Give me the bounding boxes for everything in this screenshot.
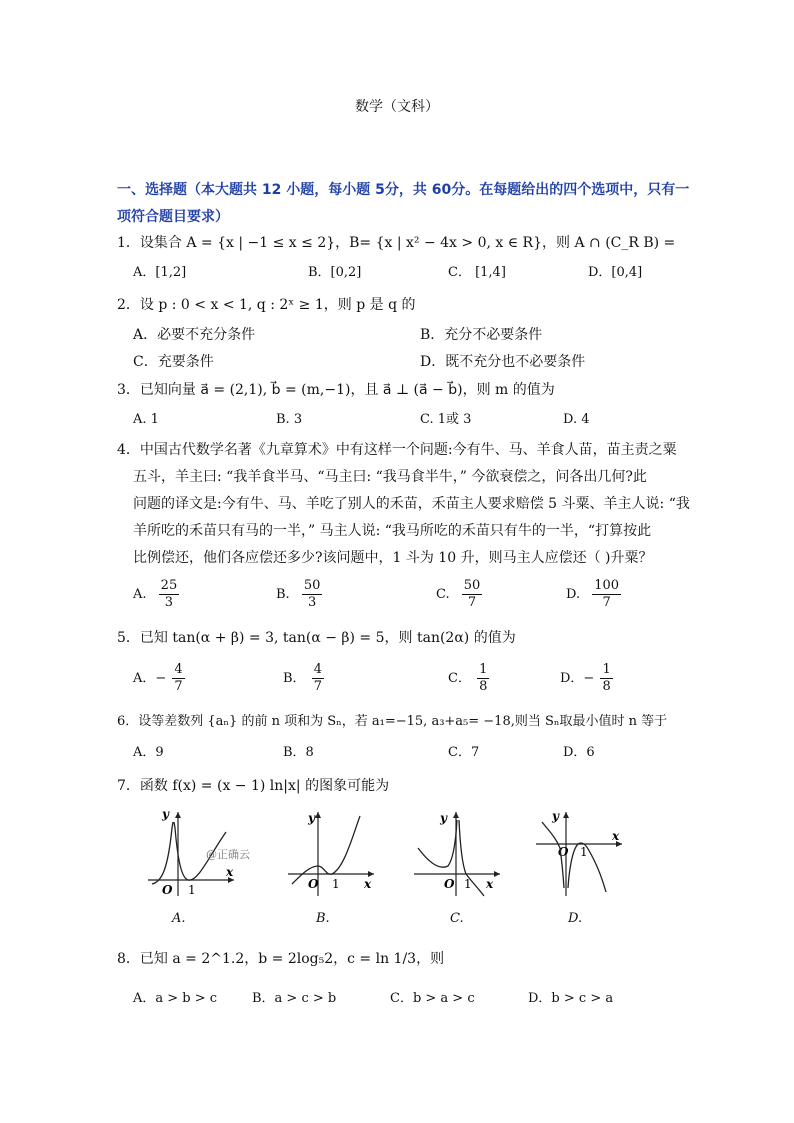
q4-option-a: A. $\frac{25}{3}$	[133, 578, 178, 610]
svg-text:1: 1	[464, 877, 472, 891]
svg-text:x: x	[364, 877, 372, 891]
svg-text:O: O	[444, 877, 455, 891]
question-5-stem: 5．已知 tan(α + β) = 3, tan(α − β) = 5，则 tan(2α) 的值为	[117, 630, 516, 646]
question-4-line4: 羊所吃的禾苗只有马的一半，” 马主人说: “我马所吃的禾苗只有牛的一半，“打算按此	[133, 523, 652, 539]
question-7-stem: 7．函数 f(x) = (x − 1) ln|x| 的图象可能为	[117, 778, 390, 794]
q8-option-b: B．a > c > b	[252, 991, 337, 1006]
graph-d	[536, 808, 626, 898]
question-2-stem: 2．设 p : 0 < x < 1, q : 2ˣ ≥ 1，则 p 是 q 的	[117, 297, 416, 313]
q8-option-d: D．b > c > a	[528, 991, 614, 1006]
graph-c	[414, 808, 504, 898]
question-4-line2: 五斗，羊主曰: “我羊食半马、“马主曰: “我马食半牛，” 今欲衰偿之，问各出几何?此	[133, 469, 647, 485]
q6-option-c: C．7	[448, 745, 480, 760]
q1-option-d: D．[0,4]	[588, 265, 643, 280]
q3-option-a: A. 1	[133, 412, 159, 427]
q2-option-d: D．既不充分也不必要条件	[420, 354, 586, 370]
svg-text:1: 1	[188, 883, 196, 897]
q1-option-b: B．[0,2]	[308, 265, 362, 280]
q3-option-b: B. 3	[276, 412, 303, 427]
graph-a	[148, 807, 250, 898]
q6-option-a: A．9	[133, 745, 164, 760]
svg-text:y: y	[162, 807, 169, 821]
q7-option-d: D.	[568, 911, 583, 926]
svg-text:x: x	[486, 877, 494, 891]
page-title: 数学（文科）	[355, 99, 439, 115]
question-8-stem: 8．已知 a = 2^1.2，b = 2log₅2，c = ln 1/3，则	[117, 951, 445, 967]
svg-text:O: O	[308, 877, 319, 891]
q5-option-b: B． $\frac{4}{7}$	[283, 662, 322, 694]
section-heading-line2: 项符合题目要求）	[117, 209, 229, 225]
q7-option-b: B.	[316, 911, 330, 926]
svg-text:O: O	[558, 845, 569, 859]
question-4-line3: 问题的译文是:今有牛、马、羊吃了别人的禾苗，禾苗主人要求赔偿 5 斗粟、羊主人说: “我	[133, 496, 690, 512]
q2-option-c: C．充要条件	[133, 354, 214, 370]
q2-option-a: A．必要不充分条件	[133, 327, 256, 343]
q4-option-b: B. $\frac{50}{3}$	[276, 578, 321, 610]
q1-option-a: A．[1,2]	[133, 265, 187, 280]
q8-option-a: A．a > b > c	[133, 991, 218, 1006]
q5-option-c: C． $\frac{1}{8}$	[448, 662, 488, 694]
graph-b	[288, 808, 378, 898]
question-6-stem: 6．设等差数列 {aₙ} 的前 n 项和为 Sₙ，若 a₁=−15, a₃+a₅= −18,则当 Sₙ取最小值时 n 等于	[117, 714, 668, 729]
q3-option-d: D. 4	[563, 412, 590, 427]
svg-text:O: O	[162, 883, 173, 897]
q1-option-c: C． [1,4]	[448, 265, 506, 280]
section-heading-line1: 一、选择题（本大题共 12 小题，每小题 5分，共 60分。在每题给出的四个选项中，只有一	[117, 182, 690, 198]
q6-option-d: D．6	[563, 745, 595, 760]
question-1-stem: 1．设集合 A = {x | −1 ≤ x ≤ 2}，B= {x | x² − 4x > 0, x ∈ R}，则 A ∩ (C_R B) =	[117, 235, 676, 251]
watermark: @正确云	[206, 848, 250, 861]
svg-text:1: 1	[332, 877, 340, 891]
svg-text:y: y	[552, 809, 559, 823]
svg-text:y: y	[440, 811, 447, 825]
svg-text:y: y	[308, 811, 315, 825]
q8-option-c: C．b > a > c	[390, 991, 475, 1006]
q7-option-a: A.	[172, 911, 186, 926]
svg-text:1: 1	[580, 845, 588, 859]
q4-option-c: C. $\frac{50}{7}$	[436, 578, 481, 610]
q5-option-d: D．− $\frac{1}{8}$	[560, 662, 611, 694]
q6-option-b: B．8	[283, 745, 314, 760]
q5-option-a: A．− $\frac{4}{7}$	[133, 662, 183, 694]
question-4-line1: 4．中国古代数学名著《九章算术》中有这样一个问题:今有牛、马、羊食人苗，苗主责之粟	[117, 442, 677, 458]
svg-text:x: x	[612, 829, 620, 843]
q2-option-b: B．充分不必要条件	[420, 327, 543, 343]
q7-option-c: C.	[450, 911, 464, 926]
q3-option-c: C. 1或 3	[420, 412, 472, 427]
question-4-line5: 比例偿还，他们各应偿还多少?该问题中，1 斗为 10 升，则马主人应偿还（ )升粟？	[133, 550, 653, 566]
question-3-stem: 3．已知向量 a⃗ = (2,1), b⃗ = (m,−1)，且 a⃗ ⊥ (a⃗ − b⃗)，则 m 的值为	[117, 382, 555, 398]
q4-option-d: D. $\frac{100}{7}$	[566, 578, 620, 610]
svg-text:x: x	[226, 865, 234, 879]
